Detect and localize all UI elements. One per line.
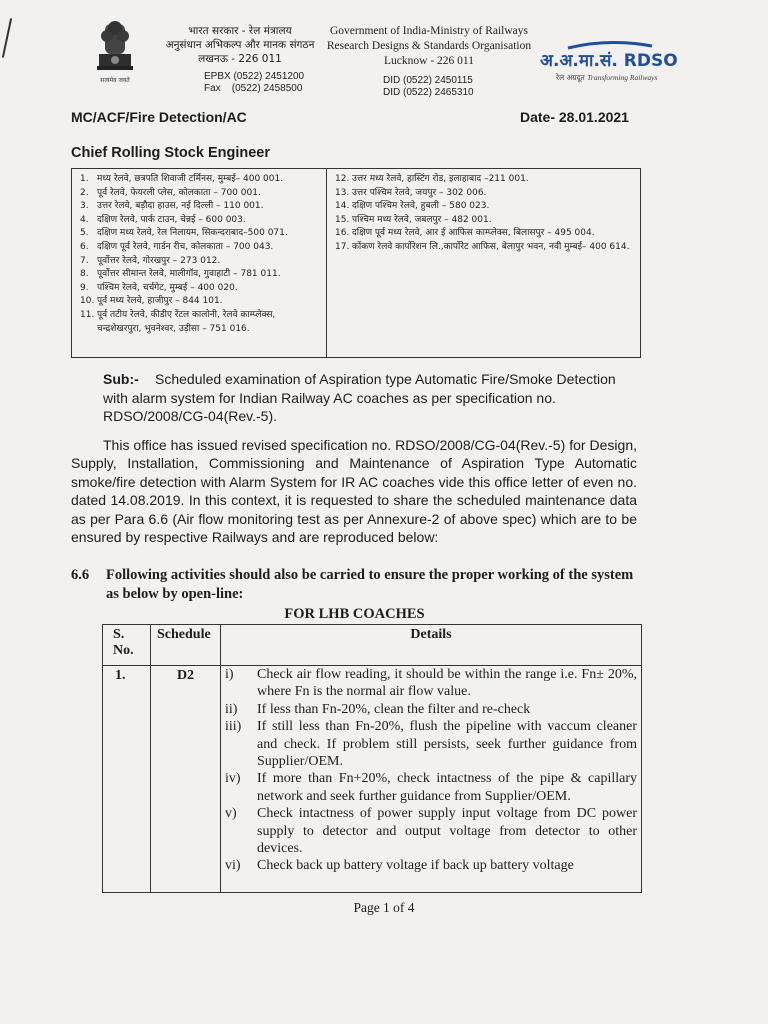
list-item-text: मध्य रेलवे, छत्रपति शिवाजी टर्मिनस, मुम्बई– 400 001.: [97, 174, 284, 184]
schedule-table: [102, 624, 642, 893]
list-item-number: i): [225, 667, 234, 682]
list-item: [225, 770, 637, 805]
list-item-number: 5.: [80, 228, 89, 239]
list-item-number: 4.: [80, 214, 89, 225]
list-item: [335, 200, 636, 214]
list-item-number: 2.: [80, 187, 89, 198]
list-item-number: 7.: [80, 255, 89, 266]
list-item-text: उत्तर पश्चिम रेलवे, जयपुर – 302 006.: [352, 187, 487, 198]
recipients-right-column: [327, 169, 640, 357]
row-sno: 1.: [103, 666, 151, 893]
list-item: [225, 857, 637, 874]
list-item-text: पूर्व तटीय रेलवे, कीडीए रेंटल कालोनी, रेलवे काम्प्लेक्स, चन्द्रशेखरपुरा, भुवनेश्वर, उड़ीसा – 751 016.: [97, 309, 276, 334]
para-number: 6.6: [71, 567, 90, 583]
list-item-number: 6.: [80, 241, 89, 252]
emblem-caption: सत्यमेव जयते: [100, 77, 130, 84]
list-item: [80, 282, 322, 296]
list-item-text: पूर्व मध्य रेलवे, हाजीपुर – 844 101.: [97, 296, 223, 307]
addressee: Chief Rolling Stock Engineer: [71, 145, 270, 161]
epbx-number: EPBX (0522) 2451200: [204, 71, 305, 82]
list-item-text: पूर्वोत्तर सीमान्त रेलवे, मालीगॉव, गुवाहाटी – 781 011.: [97, 269, 281, 280]
table-header-row: [103, 625, 642, 666]
list-item: [335, 214, 636, 228]
list-item-number: 13.: [335, 187, 350, 198]
list-item-number: 9.: [80, 282, 89, 293]
logo-tagline: [556, 73, 657, 83]
logo-text: अ.अ.मा.सं. RDSO: [540, 51, 678, 71]
list-item-text: पूर्व रेलवे, फेयरली प्लेस, कोलकाता – 700 001.: [97, 187, 261, 198]
list-item: [225, 718, 637, 770]
row-schedule: D2: [151, 666, 221, 893]
reference-number: MC/ACF/Fire Detection/AC: [71, 109, 247, 125]
list-item: [80, 200, 322, 214]
list-item-text: पश्चिम रेलवे, चर्चगेट, मुम्बई – 400 020.: [97, 282, 238, 293]
list-item-text: Check air flow reading, it should be within the range i.e. Fn± 20%, where Fn is the normal air flow value.: [257, 667, 637, 700]
list-item: [80, 227, 322, 241]
did-number: DID (0522) 2465310: [383, 87, 474, 98]
list-item: [335, 187, 636, 201]
list-item-text: If still less than Fn-20%, flush the pipeline with vaccum cleaner and check. If problem still persists, seek further guidance from Supplier/OEM.: [257, 719, 637, 770]
list-item-text: If less than Fn-20%, clean the filter and re-check: [257, 701, 531, 717]
list-item-number: 14.: [335, 201, 350, 212]
header-hindi-line: भारत सरकार - रेल मंत्रालय: [188, 25, 292, 37]
row-details: [221, 666, 642, 893]
list-item-number: iii): [225, 719, 242, 735]
list-item-text: दक्षिण पूर्व मध्य रेलवे, आर ई आफिस काम्प्लेक्स, बिलासपुर – 495 004.: [352, 228, 595, 239]
recipients-box: [71, 168, 641, 358]
header-english: [326, 24, 532, 69]
header-schedule: Schedule: [151, 625, 221, 666]
list-item: [80, 268, 322, 282]
page-footer: Page 1 of 4: [353, 900, 415, 915]
list-item-number: 12.: [335, 174, 350, 184]
list-item: [80, 241, 322, 255]
pen-stroke: [2, 18, 12, 58]
did-number: DID (0522) 2450115: [383, 75, 473, 86]
list-item-number: 10.: [80, 296, 95, 307]
subject-label: Sub:-: [103, 370, 143, 389]
list-item-text: पश्चिम मध्य रेलवे, जबलपुर – 482 001.: [352, 214, 492, 225]
list-item: [225, 666, 637, 701]
header-hindi: [165, 24, 315, 66]
header-hindi-line: लखनऊ - 226 011: [198, 53, 282, 65]
logo-tagline-hindi: रेल अग्रदूत: [556, 73, 585, 82]
list-item: [80, 173, 322, 187]
list-item: [80, 255, 322, 269]
list-item-text: दक्षिण मध्य रेलवे, रेल निलायम, सिकन्दराबाद–500 071.: [97, 228, 288, 239]
list-item: [225, 701, 637, 718]
header-english-line: Government of India-Ministry of Railways: [329, 25, 528, 37]
list-item-text: दक्षिण रेलवे, पार्क टाउन, चेन्नई – 600 003.: [97, 214, 246, 225]
logo-tagline-english: Transforming Railways: [587, 73, 658, 82]
list-item-number: 11.: [80, 309, 95, 320]
list-item: [335, 241, 636, 255]
header-left-phones: [204, 71, 304, 95]
list-item-number: vi): [225, 858, 241, 874]
header-details: Details: [221, 625, 642, 666]
table-row: [103, 666, 642, 893]
recipients-left-column: [72, 169, 327, 357]
national-emblem-icon: [93, 18, 137, 104]
list-item-text: दक्षिण पूर्व रेलवे, गार्डन रीच, कोलकाता – 700 043.: [97, 241, 274, 252]
list-item-number: v): [225, 806, 237, 822]
list-item: [225, 805, 637, 857]
list-item-number: 17.: [335, 241, 350, 252]
list-item-text: पूर्वोत्तर रेलवे, गोरखपुर – 273 012.: [97, 255, 221, 266]
list-item-text: If more than Fn+20%, check intactness of the pipe & capillary network and seek further guidance from Supplier/OEM.: [257, 771, 637, 804]
list-item-number: 1.: [80, 174, 89, 184]
list-item-number: iv): [225, 771, 241, 787]
table-title: FOR LHB COACHES: [284, 606, 425, 622]
list-item: [335, 227, 636, 241]
list-item-number: ii): [225, 701, 238, 717]
header-hindi-line: अनुसंधान अभिकल्प और मानक संगठन: [165, 39, 315, 51]
subject-text: Scheduled examination of Aspiration type Automatic Fire/Smoke Detection with alarm system for Indian Railway AC coaches as per specification no. RDSO/2008/CG-04(Rev.-5).: [103, 371, 616, 424]
list-item-number: 15.: [335, 214, 350, 225]
body-paragraph: This office has issued revised specification no. RDSO/2008/CG-04(Rev.-5) for Design, Supply, Installation, Commissioning and Maintenance of Aspiration Type Automatic smoke/fire detection with Alarm System for IR AC coaches vide this office letter of even no. dated 14.08.2019. In this context, it is requested to share the scheduled maintenance data as per Para 6.6 (Air flow monitoring test as per Annexure-2 of above spec) which are to be ensured by respective Railways and are reproduced below:: [71, 437, 637, 546]
list-item-number: 3.: [80, 201, 89, 212]
list-item-number: 8.: [80, 269, 89, 280]
list-item: [80, 187, 322, 201]
list-item-text: उत्तर मध्य रेलवे, हास्टिंग रोड, इलाहाबाद –211 001.: [352, 174, 529, 184]
fax-number: Fax (0522) 2458500: [204, 83, 303, 94]
para-text: Following activities should also be carried to ensure the proper working of the system as below by open-line:: [106, 567, 634, 602]
list-item-text: कोंकण रेलवे कार्पोरेशन लि.,कार्पोरेट आफिस, बेलापुर भवन, नवी मुम्बई– 400 614.: [352, 241, 630, 252]
list-item: [80, 295, 322, 309]
list-item: [80, 214, 322, 228]
header-english-line: Research Designs & Standards Organisation: [326, 40, 532, 52]
header-sno: S. No.: [103, 625, 151, 666]
list-item-text: उत्तर रेलवे, बड़ौदा हाउस, नई दिल्ली – 110 001.: [97, 201, 264, 212]
list-item-text: Check intactness of power supply input voltage from DC power supply to detector and output voltage from detector to other devices.: [257, 806, 637, 857]
list-item-text: Check back up battery voltage if back up battery voltage: [257, 858, 574, 874]
list-item-number: 16.: [335, 228, 350, 239]
header-english-line: Lucknow - 226 011: [384, 55, 474, 67]
list-item: [335, 173, 636, 187]
letter-date: Date- 28.01.2021: [520, 109, 629, 125]
list-item-text: दक्षिण पश्चिम रेलवे, हुबली – 580 023.: [352, 201, 490, 212]
header-right-phones: [383, 75, 474, 99]
list-item: [80, 309, 322, 336]
